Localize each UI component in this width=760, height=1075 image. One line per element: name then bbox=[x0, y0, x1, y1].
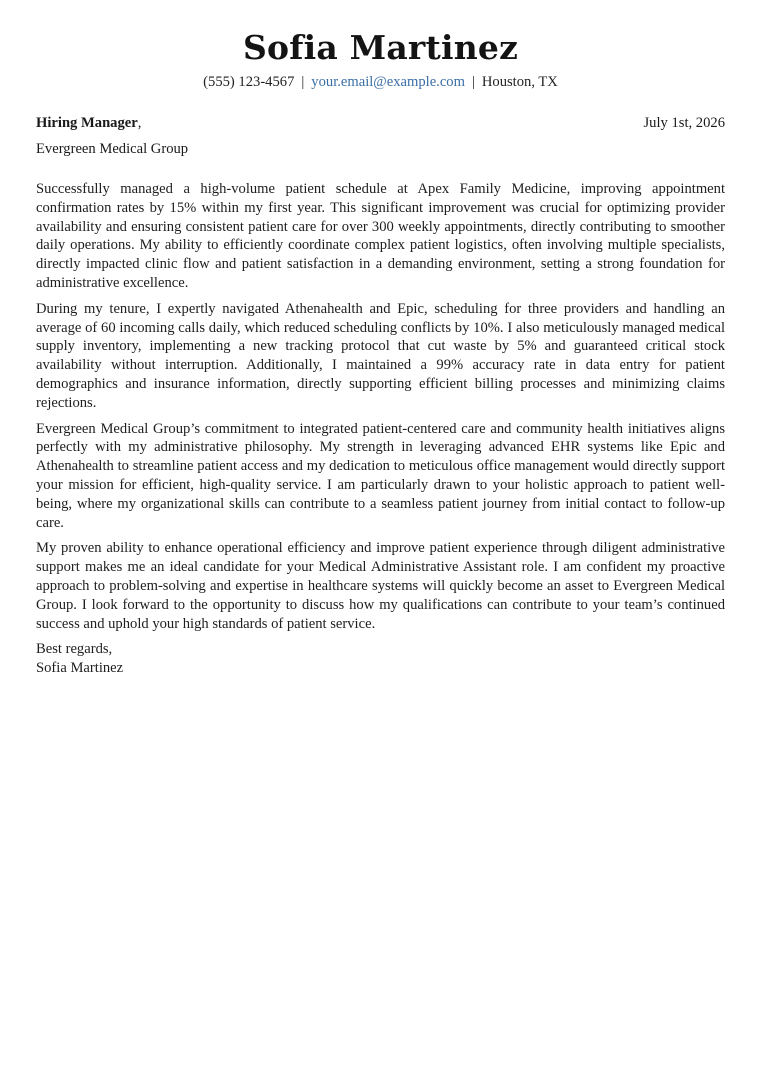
email-link[interactable]: your.email@example.com bbox=[311, 74, 465, 90]
body-paragraph: Successfully managed a high-volume patient schedule at Apex Family Medicine, improving appointment confirmation rates by 15% within my first year. This significant improvement was crucial for optimizing provider availability and ensuring consistent patient care for over 300 weekly appointments, directly contributing to smoother daily operations. My ability to efficiently coordinate complex patient logistics, often involving multiple specialists, directly impacted clinic flow and patient satisfaction in a demanding environment, setting a strong foundation for administrative excellence. bbox=[36, 181, 725, 291]
contact-line bbox=[36, 72, 725, 92]
salutation-name: Hiring Manager bbox=[36, 115, 138, 131]
contact-separator: | bbox=[301, 74, 305, 90]
salutation bbox=[36, 113, 141, 133]
recipient-block bbox=[36, 113, 725, 133]
applicant-name: Sofia Martinez bbox=[242, 28, 519, 67]
closing-block bbox=[36, 640, 725, 678]
letter-date: July 1st, 2026 bbox=[643, 115, 725, 131]
phone-number: (555) 123-4567 bbox=[203, 74, 295, 90]
letter-body bbox=[36, 180, 725, 678]
location: Houston, TX bbox=[481, 74, 558, 90]
recipient-company: Evergreen Medical Group bbox=[36, 141, 189, 157]
signature-name: Sofia Martinez bbox=[36, 660, 124, 677]
body-paragraph: During my tenure, I expertly navigated Athenahealth and Epic, scheduling for three providers and handling an average of 60 incoming calls daily, which reduced scheduling conflicts by 10%. I also meticulously managed medical supply inventory, implementing a new tracking protocol that cut waste by 5% and guaranteed critical stock availability without interruption. Additionally, I maintained a 99% accuracy rate in data entry for patient demographics and insurance information, directly supporting efficient billing processes and minimizing claims rejections. bbox=[36, 300, 725, 411]
sign-off: Best regards, bbox=[36, 641, 113, 658]
salutation-punct: , bbox=[137, 115, 142, 131]
contact-separator: | bbox=[471, 74, 475, 90]
body-paragraph: Evergreen Medical Group’s commitment to integrated patient-centered care and community health initiatives aligns perfectly with my administrative philosophy. My strength in leveraging advanced EHR systems like Epic and Athenahealth to streamline patient access and my dedication to meticulous office management would directly support your mission for efficient, high-quality service. I am particularly drawn to your holistic approach to patient well-being, where my organizational skills can contribute to a seamless patient journey from initial contact to follow-up care. bbox=[36, 420, 725, 531]
body-paragraph: My proven ability to enhance operational efficiency and improve patient experience through diligent administrative support makes me an ideal candidate for your Medical Administrative Assistant role. I am confident my proactive approach to problem-solving and expertise in healthcare systems will quickly become an asset to Evergreen Medical Group. I look forward to the opportunity to discuss how my qualifications can contribute to your team’s continued success and uphold your high standards of patient service. bbox=[36, 540, 725, 632]
